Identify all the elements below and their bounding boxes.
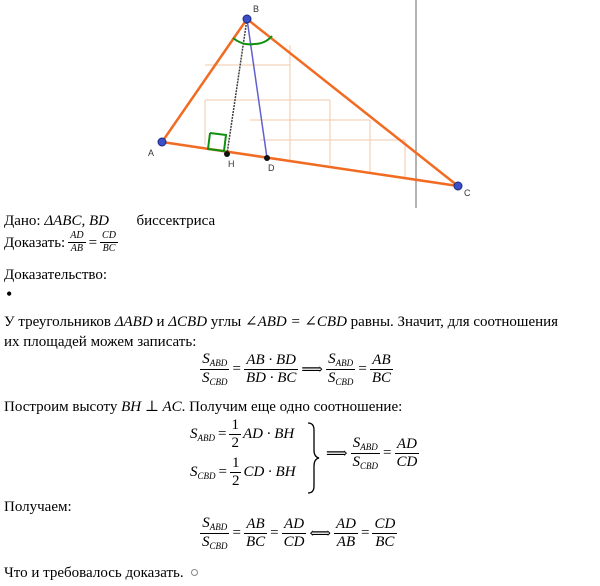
label-c: C [464,188,471,198]
point-b [243,15,251,23]
eq1-frac-s: $\frac{S_{ABD}}{S_{CBD}}$ [202,351,228,387]
paragraph-1-line-1: У треугольников ΔABD и ΔCBD углы ∠ABD = ∠CBD равны. Значит, для соотношения [4,314,559,330]
paragraph-2: Построим высоту BH ⊥ AC. Получим еще одно соотношение: [4,399,403,415]
point-d [264,155,270,161]
point-a [158,138,166,146]
bullet: • [6,284,13,304]
point-h [224,151,230,157]
eq1-frac-ratio: $\frac{AB}{BC}$ [371,352,392,386]
eq2-brace [306,422,320,494]
equation-1: $\frac{S_{ABD}}{S_{CBD}}$ = $\frac{AB \cdot BD}{BD \cdot BC}$ ⟹ $\frac{S_{ABD}}{S_{CBD}}$ = $\frac{AB}{BC}$ [202,351,392,387]
prove-fraction-left: $\frac{AD}{AB}$ [70,230,84,254]
eq2-half-2: $\frac{1}{2}$ [231,455,240,489]
given-word: биссектриса [136,213,216,229]
conclusion: Что и требовалось доказать. [4,564,198,582]
bisector-bd [247,19,267,158]
label-h: H [228,159,235,169]
given-line [4,212,215,230]
prove-equals: = [88,234,98,251]
eq1-frac-s2: $\frac{S_{ABD}}{S_{CBD}}$ [327,351,354,387]
paragraph-1-line-2: их площадей можем записать: [4,334,197,350]
altitude-bh [227,19,247,154]
prove-label: Доказать: [4,234,66,251]
point-c [454,182,462,190]
eq2-half-1: $\frac{1}{2}$ [231,417,239,451]
triangle-figure [0,0,600,210]
received-label: Получаем: [4,499,72,515]
label-b: B [253,4,260,14]
prove-line [4,231,118,254]
eq2-result: ⟹ $\frac{S_{ABD}}{S_{CBD}}$ = $\frac{AD}{CD}$ [326,435,418,471]
given-label: Дано: [4,213,41,229]
eq1-frac-products: $\frac{AB \cdot BD}{BD \cdot BC}$ [245,352,297,386]
prove-fraction-right: $\frac{CD}{BC}$ [102,230,116,254]
label-d: D [268,163,275,173]
triangle-sides [162,19,458,186]
given-expression: ΔABC, BD [44,213,109,229]
eq2-line-2: $S_{CBD}$ = $\frac{1}{2}$ CD · BH [190,455,296,489]
equation-2 [190,418,490,498]
end-mark-icon [191,569,198,576]
proof-heading: Доказательство: [4,267,108,283]
eq2-line-1: $S_{ABD}$ = $\frac{1}{2}$ AD · BH [190,417,295,451]
equation-3: $\frac{S_{ABD}}{S_{CBD}}$ = $\frac{AB}{BC}$ = $\frac{AD}{CD}$ ⟺ $\frac{AD}{AB}$ = $\frac{CD}{BC}$ [202,515,396,551]
label-a: A [148,148,155,158]
